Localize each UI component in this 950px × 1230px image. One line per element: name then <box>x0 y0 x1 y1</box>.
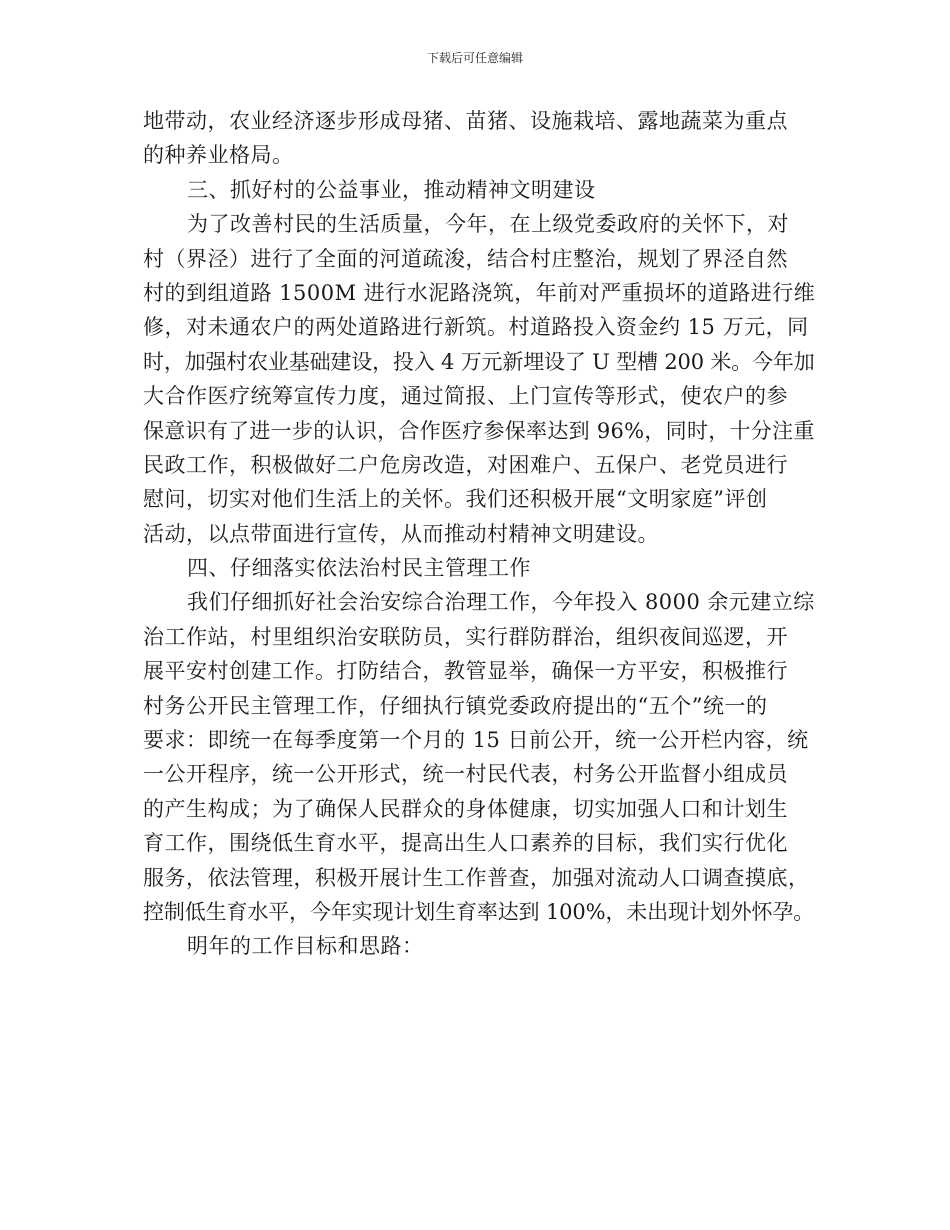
text-line: 活动，以点带面进行宣传，从而推动村精神文明建设。 <box>143 521 659 546</box>
text-line: 村的到组道路 1500M 进行水泥路浇筑，年前对严重损坏的道路进行维 <box>143 280 816 305</box>
text-line: 村务公开民主管理工作，仔细执行镇党委政府提出的“五个”统一的 <box>143 693 768 718</box>
text-line: 展平安村创建工作。打防结合，教管显举，确保一方平安，积极推行 <box>143 659 788 684</box>
text-line: 治工作站，村里组织治安联防员，实行群防群治，组织夜间巡逻，开 <box>143 624 788 649</box>
text-line: 民政工作，积极做好二户危房改造，对困难户、五保户、老党员进行 <box>143 452 788 477</box>
text-line: 修，对未通农户的两处道路进行新筑。村道路投入资金约 15 万元，同 <box>143 315 809 340</box>
text-line: 村（界泾）进行了全面的河道疏浚，结合村庄整治，规划了界泾自然 <box>143 246 788 271</box>
text-line: 的种养业格局。 <box>143 143 294 168</box>
page-header: 下载后可任意编辑 <box>426 51 523 65</box>
paragraph-start-line: 三、抓好村的公益事业，推动精神文明建设 <box>187 177 596 202</box>
paragraph-start-line: 为了改善村民的生活质量，今年，在上级党委政府的关怀下，对 <box>187 212 789 237</box>
paragraph-start-line: 明年的工作目标和思路： <box>187 934 424 959</box>
paragraph-start-line: 我们仔细抓好社会治安综合治理工作，今年投入 8000 余元建立综 <box>187 590 815 615</box>
text-line: 的产生构成；为了确保人民群众的身体健康，切实加强人口和计划生 <box>143 796 788 821</box>
document-text <box>143 104 815 964</box>
paragraph-start-line: 四、仔细落实依法治村民主管理工作 <box>187 556 531 581</box>
text-line: 育工作，围绕低生育水平，提高出生人口素养的目标，我们实行优化 <box>143 831 788 856</box>
text-line: 大合作医疗统筹宣传力度，通过简报、上门宣传等形式，使农户的参 <box>143 384 788 409</box>
document-body <box>143 104 815 964</box>
text-line: 保意识有了进一步的认识，合作医疗参保率达到 96%，同时，十分注重 <box>143 418 815 443</box>
text-line: 时，加强村农业基础建设，投入 4 万元新埋设了 U 型槽 200 米。今年加 <box>143 349 815 374</box>
text-line: 控制低生育水平，今年实现计划生育率达到 100%，未出现计划外怀孕。 <box>143 899 815 924</box>
text-line: 地带动，农业经济逐步形成母猪、苗猪、设施栽培、露地蔬菜为重点 <box>143 109 788 133</box>
text-line: 要求：即统一在每季度第一个月的 15 日前公开，统一公开栏内容，统 <box>143 728 809 753</box>
text-line: 一公开程序，统一公开形式，统一村民代表，村务公开监督小组成员 <box>143 762 788 787</box>
text-line: 服务，依法管理，积极开展计生工作普查，加强对流动人口调查摸底， <box>143 865 810 890</box>
text-line: 慰问，切实对他们生活上的关怀。我们还积极开展“文明家庭”评创 <box>143 487 768 512</box>
